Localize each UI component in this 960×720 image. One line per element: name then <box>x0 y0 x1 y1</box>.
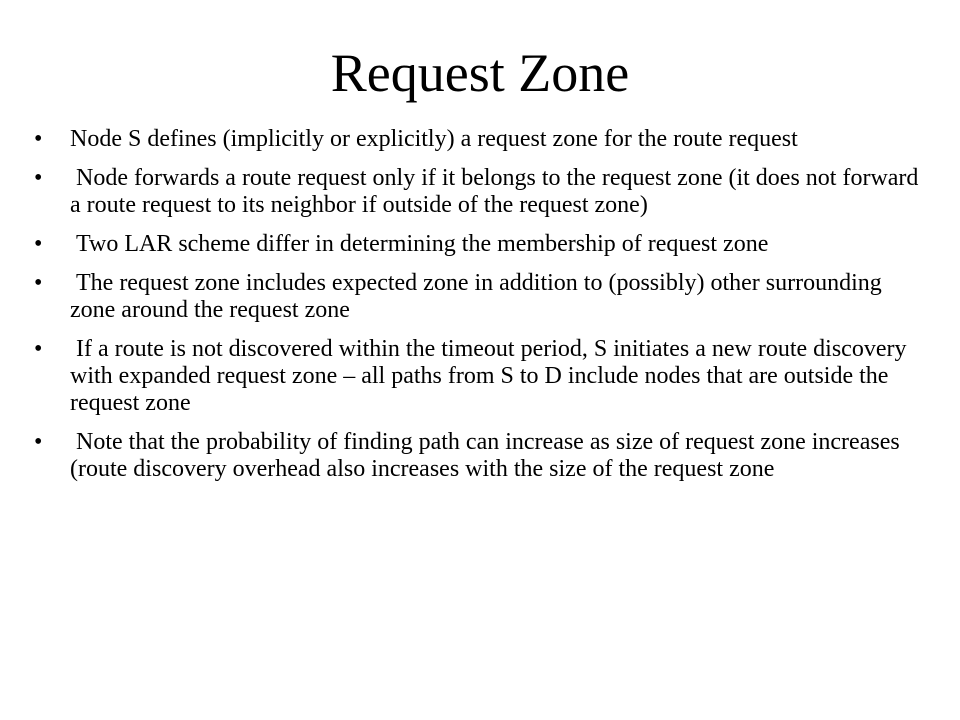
bullet-icon: • <box>34 336 43 362</box>
bullet-icon: • <box>34 165 43 191</box>
bullet-text: Note that the probability of finding path can increase as size of request zone increases (route discovery overhead also increases with the size of the request zone <box>70 429 906 482</box>
bullet-item <box>0 270 960 324</box>
bullet-text: If a route is not discovered within the timeout period, S initiates a new route discovery with expanded request zone – all paths from S to D include nodes that are outside the request zone <box>70 336 913 416</box>
slide-title: Request Zone <box>330 43 630 103</box>
bullet-text: Node S defines (implicitly or explicitly) a request zone for the route request <box>70 126 798 152</box>
bullet-icon: • <box>34 231 43 257</box>
bullet-item <box>0 126 960 153</box>
bullet-item <box>0 231 960 258</box>
bullet-text: Node forwards a route request only if it belongs to the request zone (it does not forward a route request to its neighbor if outside of the request zone) <box>70 165 925 218</box>
bullet-list <box>0 126 960 495</box>
bullet-icon: • <box>34 270 43 296</box>
bullet-item <box>0 165 960 219</box>
bullet-icon: • <box>34 429 43 455</box>
bullet-icon: • <box>34 126 43 152</box>
bullet-item <box>0 336 960 417</box>
bullet-text: Two LAR scheme differ in determining the membership of request zone <box>70 231 769 257</box>
bullet-text: The request zone includes expected zone in addition to (possibly) other surrounding zone around the request zone <box>70 270 888 323</box>
bullet-item <box>0 429 960 483</box>
